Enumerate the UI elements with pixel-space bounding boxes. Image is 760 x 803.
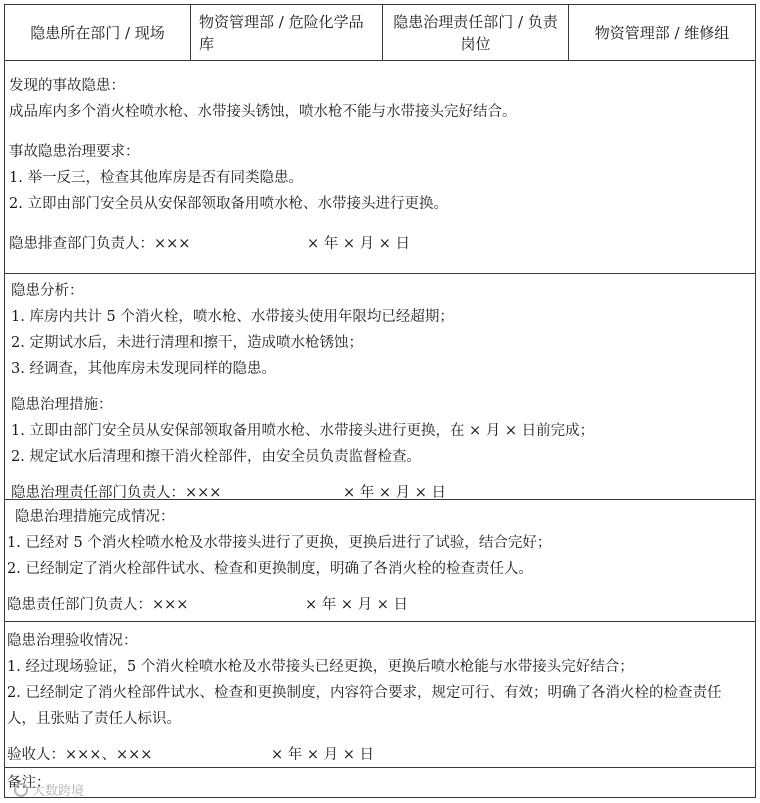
remarks-section	[5, 768, 755, 799]
analysis-item: 1. 库房内共计 5 个消火栓，喷水枪、水带接头使用年限均已经超期；	[11, 309, 454, 325]
hazard-rectification-form	[4, 4, 756, 798]
watermark-logo-icon	[14, 783, 28, 797]
acceptance-section	[5, 622, 755, 768]
completion-signature-line	[7, 592, 755, 618]
rectification-signer: 隐患治理责任部门负责人：×××	[11, 485, 222, 501]
acceptance-item: 2. 已经制定了消火栓部件试水、检查和更换制度，内容符合要求，规定可行、有效；明确了各消火栓的检查责任人，且张贴了责任人标识。	[7, 685, 722, 727]
acceptance-title: 隐患治理验收情况：	[7, 633, 138, 649]
dept-label: 隐患所在部门 / 现场	[30, 23, 165, 42]
requirement-item: 2. 立即由部门安全员从安保部领取备用喷水枪、水带接头进行更换。	[9, 196, 448, 212]
completion-title: 隐患治理措施完成情况：	[15, 509, 175, 525]
watermark	[14, 780, 84, 799]
dept-label-cell	[5, 5, 191, 60]
requirement-item: 1. 举一反三，检查其他库房是否有同类隐患。	[9, 170, 303, 186]
dept-value-cell	[191, 5, 383, 60]
acceptance-date: × 年 × 月 × 日	[271, 747, 374, 763]
measure-item: 2. 规定试水后清理和擦干消火栓部件，由安全员负责监督检查。	[11, 449, 421, 465]
inspection-signer: 隐患排查部门负责人：×××	[9, 236, 191, 252]
resp-value-cell	[569, 5, 755, 60]
completion-signer: 隐患责任部门负责人：×××	[7, 597, 189, 613]
analysis-title: 隐患分析：	[11, 283, 84, 299]
dept-value: 物资管理部 / 危险化学品库	[199, 12, 364, 53]
analysis-section	[5, 274, 755, 500]
acceptance-signer: 验收人：×××、×××	[7, 747, 153, 763]
measures-title: 隐患治理措施：	[11, 397, 113, 413]
rectification-date: × 年 × 月 × 日	[343, 485, 446, 501]
measure-item: 1. 立即由部门安全员从安保部领取备用喷水枪、水带接头进行更换，在 × 月 × 日前完成；	[11, 423, 595, 439]
acceptance-item: 1. 经过现场验证，5 个消火栓喷水枪及水带接头已经更换，更换后喷水枪能与水带接头完好结合；	[7, 659, 634, 675]
analysis-item: 2. 定期试水后，未进行清理和擦干，造成喷水枪锈蚀；	[11, 335, 363, 351]
completion-item: 1. 已经对 5 个消火栓喷水枪及水带接头进行了更换，更换后进行了试验，结合完好；	[7, 535, 552, 551]
acceptance-signature-line	[7, 742, 755, 768]
completion-item: 2. 已经制定了消火栓部件试水、检查和更换制度，明确了各消火栓的检查责任人。	[7, 561, 533, 577]
analysis-item: 3. 经调查，其他库房未发现同样的隐患。	[11, 361, 276, 377]
remarks-label: 备注：	[7, 775, 51, 791]
inspection-signature-line	[9, 231, 755, 257]
form-header-row	[5, 5, 755, 61]
hazard-found-section	[5, 61, 755, 274]
requirement-title: 事故隐患治理要求：	[9, 144, 140, 160]
hazard-found-title: 发现的事故隐患：	[9, 78, 125, 94]
completion-date: × 年 × 月 × 日	[305, 597, 408, 613]
inspection-date: × 年 × 月 × 日	[307, 236, 410, 252]
completion-section	[5, 500, 755, 622]
resp-label-cell	[383, 5, 569, 60]
resp-value: 物资管理部 / 维修组	[594, 23, 730, 42]
resp-label: 隐患治理责任部门 / 负责岗位	[393, 12, 558, 53]
hazard-found-text: 成品库内多个消火栓喷水枪、水带接头锈蚀，喷水枪不能与水带接头完好结合。	[9, 104, 517, 120]
watermark-text: 大数跨境	[32, 784, 85, 799]
